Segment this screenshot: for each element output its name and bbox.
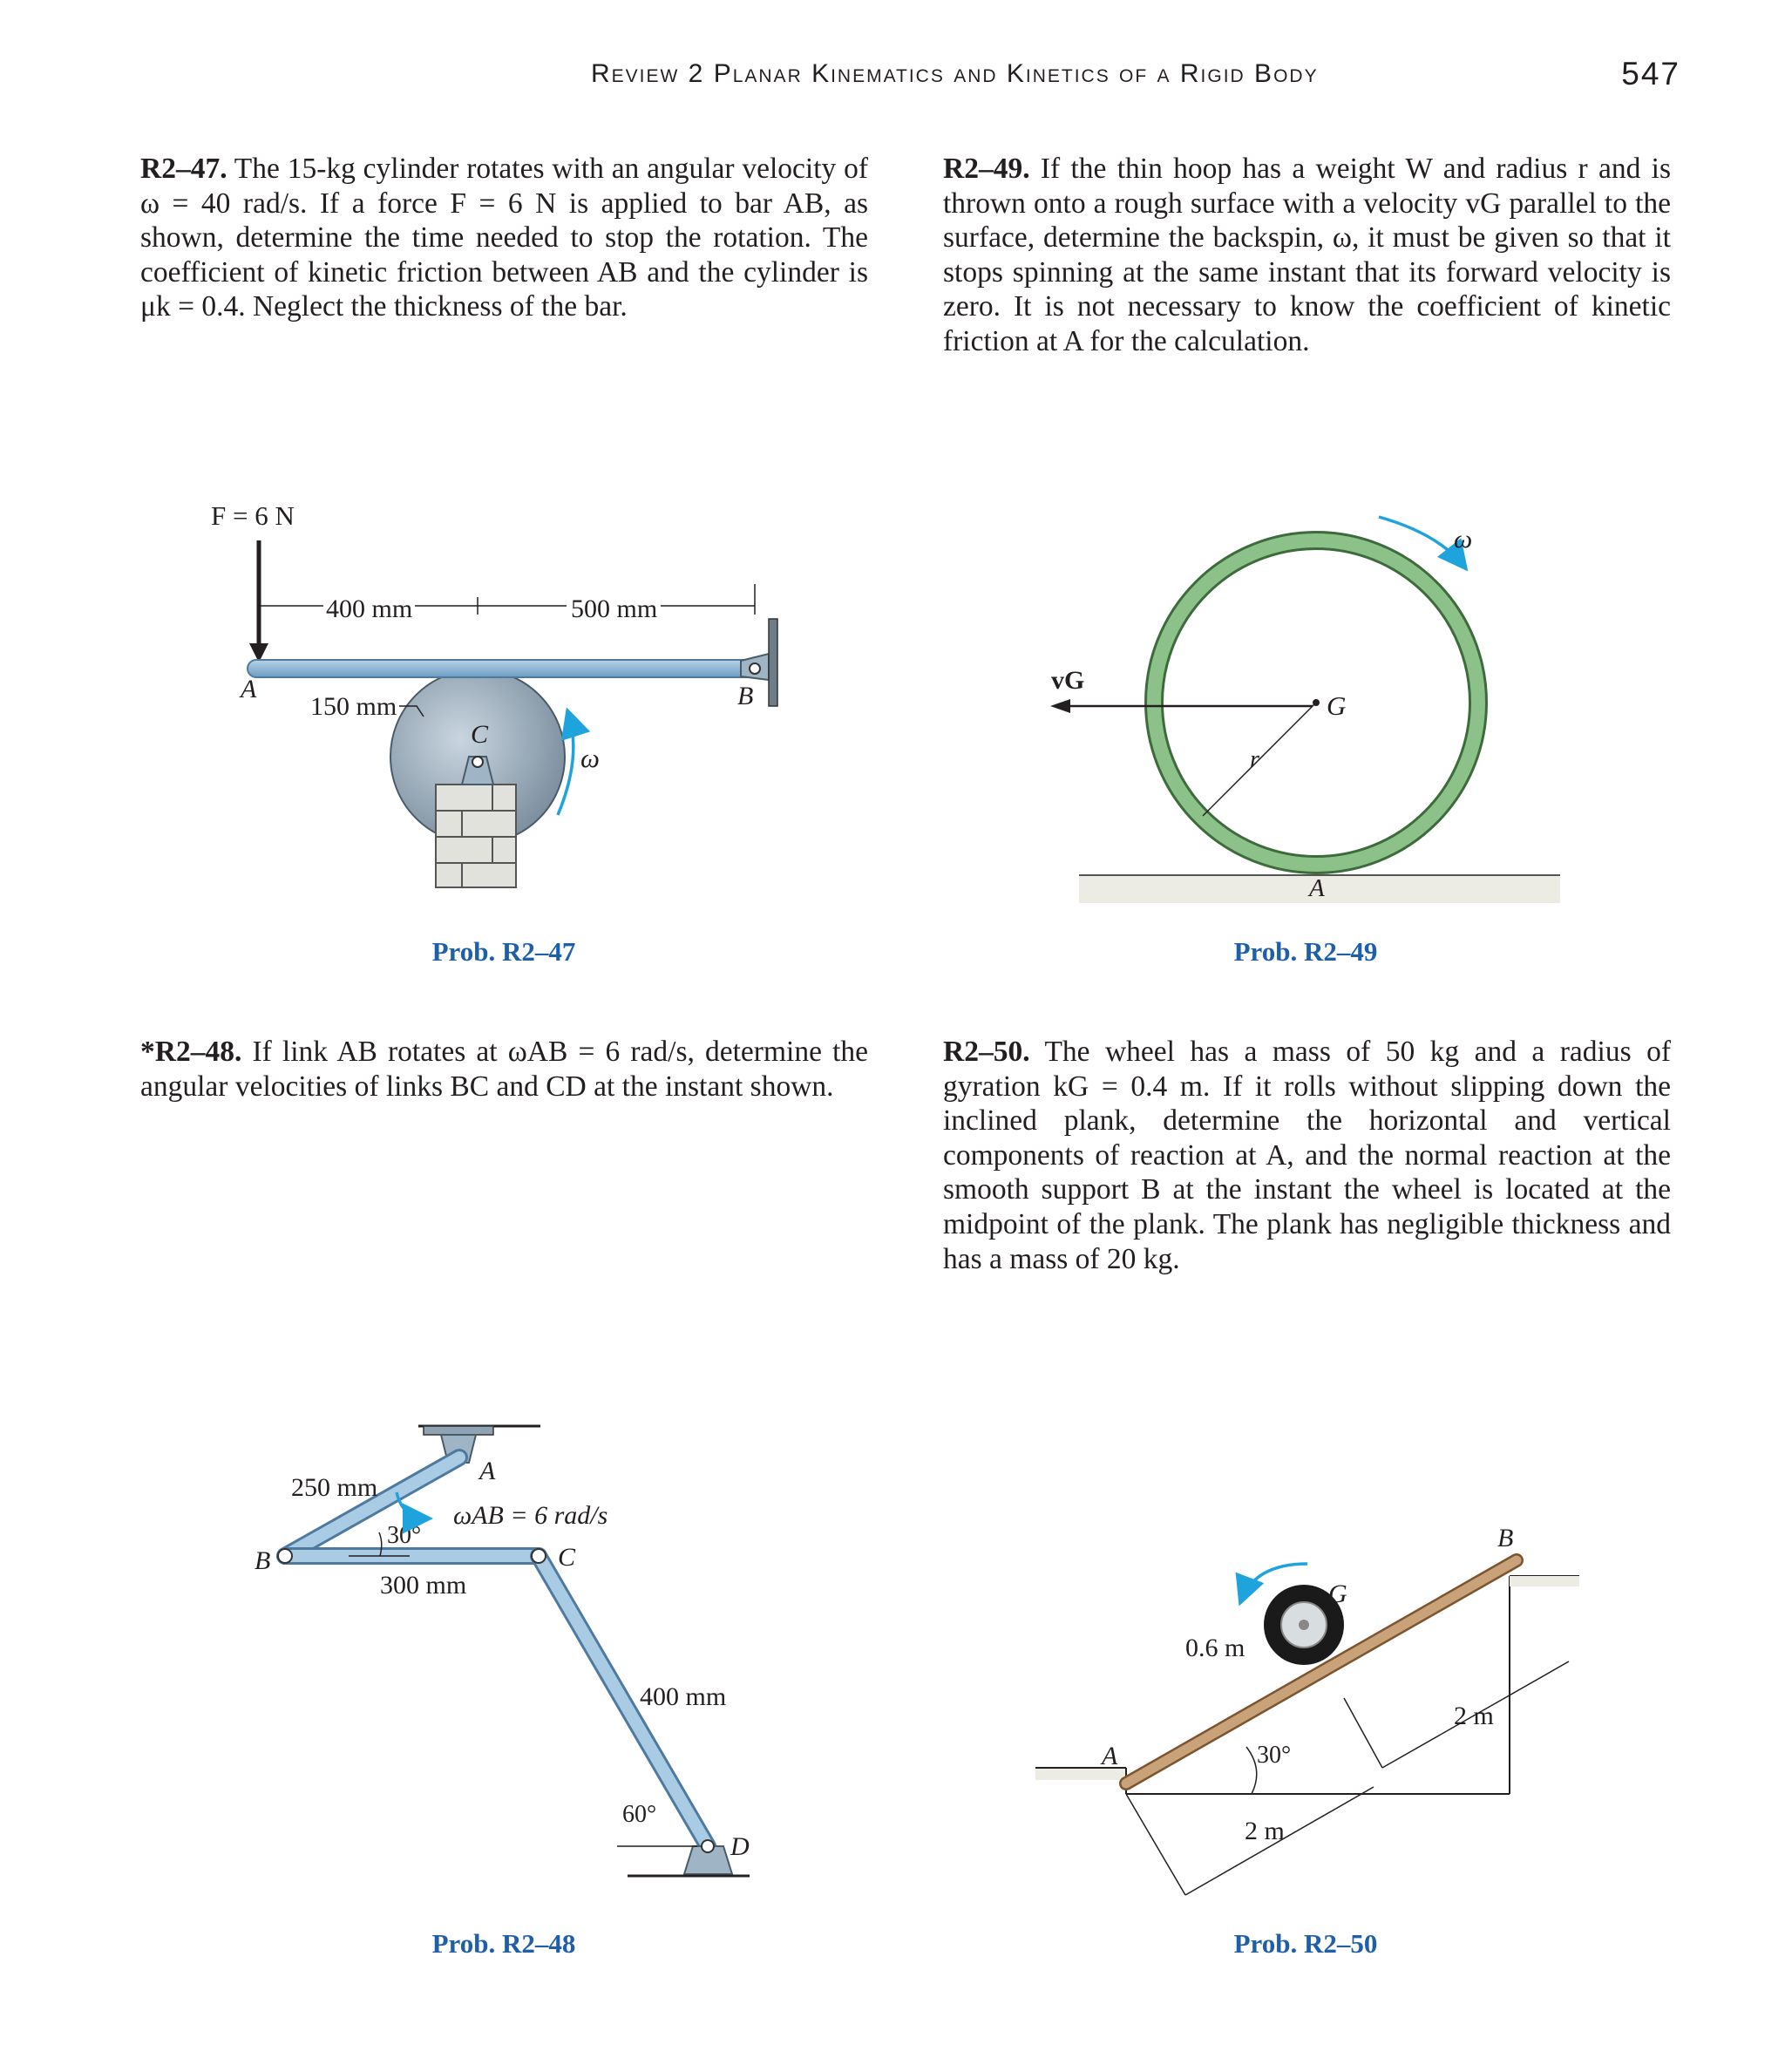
radius-line xyxy=(1203,703,1316,816)
label-b: B xyxy=(255,1546,271,1575)
dim-400-label: 400 mm xyxy=(640,1682,727,1711)
omega-label: ω xyxy=(1454,525,1473,554)
angle-30-label: 30° xyxy=(1257,1742,1292,1769)
dim-300-label: 300 mm xyxy=(380,1571,467,1600)
vg-label: vG xyxy=(1051,666,1085,695)
problem-text: The wheel has a mass of 50 kg and a radius of gyration kG = 0.4 m. If it rolls without slipping down the inclined plank, determine the horizontal and vertical components of reaction at A, and the normal reaction at the smooth support B at the instant the wheel is located at the midpoint of the plank. The plank has negligible thickness and has a mass of 20 kg. xyxy=(943,1036,1671,1275)
bar-ab xyxy=(248,660,769,677)
running-title: Review 2 Planar Kinematics and Kinetics of a Rigid Body xyxy=(591,59,1319,88)
dim-06-label: 0.6 m xyxy=(1185,1634,1245,1662)
dim-2m-base-label: 2 m xyxy=(1245,1817,1285,1845)
label-a: A xyxy=(1102,1742,1118,1770)
dim-2m-slope-label: 2 m xyxy=(1454,1702,1494,1730)
problem-number: R2–50. xyxy=(943,1036,1030,1068)
label-a: A xyxy=(1309,874,1325,902)
label-d: D xyxy=(730,1832,750,1861)
dim-250-label: 250 mm xyxy=(291,1473,378,1502)
label-g: G xyxy=(1327,690,1347,721)
figure-r2-48 xyxy=(0,1002,892,2072)
problem-text: The 15-kg cylinder rotates with an angular velocity of ω = 40 rad/s. If a force F = 6 N is applied to bar AB, as shown, determine the time needed to stop the rotation. The coefficient of kinetic friction between AB and the cylinder is μk = 0.4. Neglect the thickness of the bar. xyxy=(140,153,869,323)
caption-r2-47: Prob. R2–47 xyxy=(431,936,576,967)
label-a: A xyxy=(479,1457,496,1485)
force-label: F = 6 N xyxy=(211,500,295,531)
caption-r2-49: Prob. R2–49 xyxy=(1233,936,1378,967)
label-b: B xyxy=(1497,1524,1514,1552)
label-g: G xyxy=(1328,1579,1347,1608)
problem-text: If link AB rotates at ωAB = 6 rad/s, determine the angular velocities of links BC and CD at the instant shown. xyxy=(140,1036,869,1103)
angle-30-label: 30° xyxy=(387,1522,422,1549)
label-r: r xyxy=(1250,746,1259,773)
problem-text: If the thin hoop has a weight W and radius r and is thrown onto a rough surface with a velocity vG parallel to the surface, determine the backspin, ω, it must be given so that it stops spinning at the same instant that its forward velocity is zero. It is not necessary to know the coefficient of kinetic friction at A for the calculation. xyxy=(943,153,1671,357)
omega-label: ω xyxy=(580,743,600,773)
omega-ab-label: ωAB = 6 rad/s xyxy=(453,1501,608,1530)
dim-400-label: 400 mm xyxy=(326,594,413,623)
figure-r2-50 xyxy=(892,1002,1785,2072)
figure-r2-47 xyxy=(0,0,892,1002)
caption-r2-48: Prob. R2–48 xyxy=(431,1928,576,1959)
problem-number: *R2–48. xyxy=(140,1036,242,1068)
page-number: 547 xyxy=(1621,56,1680,92)
label-b: B xyxy=(737,682,754,710)
dim-150-label: 150 mm xyxy=(310,692,397,721)
label-c: C xyxy=(558,1543,576,1572)
caption-r2-50: Prob. R2–50 xyxy=(1233,1928,1378,1959)
label-c: C xyxy=(471,720,489,749)
problem-number: R2–49. xyxy=(943,153,1030,185)
figure-r2-49 xyxy=(892,0,1785,1002)
angle-60-label: 60° xyxy=(622,1801,657,1828)
label-a: A xyxy=(241,675,257,703)
problem-number: R2–47. xyxy=(140,153,227,185)
dim-500-label: 500 mm xyxy=(571,594,658,623)
